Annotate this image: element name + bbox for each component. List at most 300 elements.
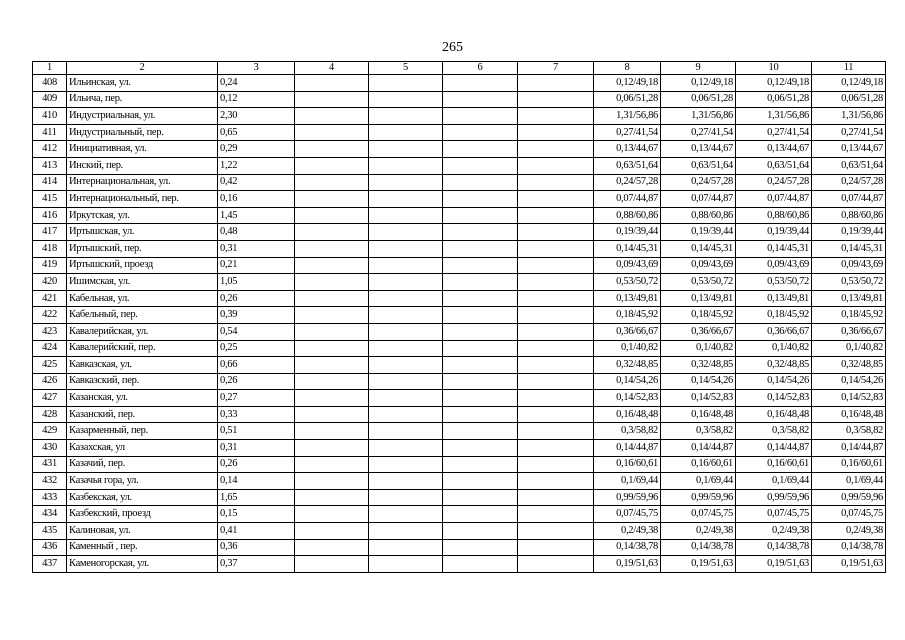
table-row [33,207,886,224]
value-cell-8: 0,19/39,44 [594,224,661,241]
length-cell: 0,16 [218,191,295,208]
empty-cell-6 [443,423,518,440]
value-cell-9: 0,13/44,67 [661,141,736,158]
empty-cell-7 [518,141,594,158]
empty-cell-4 [295,423,369,440]
row-number-cell: 417 [33,224,67,241]
value-cell-9: 0,2/49,38 [661,523,736,540]
row-number-cell: 424 [33,340,67,357]
empty-cell-7 [518,290,594,307]
length-cell: 0,51 [218,423,295,440]
value-cell-8: 0,07/44,87 [594,191,661,208]
value-cell-8: 0,06/51,28 [594,91,661,108]
empty-cell-6 [443,240,518,257]
street-name-cell: Инициативная, ул. [67,141,218,158]
empty-cell-4 [295,174,369,191]
value-cell-8: 0,12/49,18 [594,75,661,92]
streets-table [32,61,886,573]
value-cell-9: 0,19/39,44 [661,224,736,241]
street-name-cell: Казачий, пер. [67,456,218,473]
row-number-cell: 423 [33,323,67,340]
empty-cell-6 [443,141,518,158]
table-row [33,141,886,158]
empty-cell-5 [369,556,443,573]
value-cell-9: 0,12/49,18 [661,75,736,92]
value-cell-8: 0,14/45,31 [594,240,661,257]
street-name-cell: Иркутская, ул. [67,207,218,224]
column-header: 1 [33,62,67,75]
length-cell: 2,30 [218,108,295,125]
length-cell: 0,12 [218,91,295,108]
street-name-cell: Интернациональный, пер. [67,191,218,208]
empty-cell-4 [295,257,369,274]
table-row [33,257,886,274]
value-cell-10: 0,12/49,18 [736,75,812,92]
empty-cell-6 [443,489,518,506]
row-number-cell: 419 [33,257,67,274]
empty-cell-6 [443,390,518,407]
empty-cell-5 [369,224,443,241]
value-cell-9: 0,88/60,86 [661,207,736,224]
length-cell: 0,41 [218,523,295,540]
value-cell-8: 0,63/51,64 [594,157,661,174]
value-cell-9: 0,63/51,64 [661,157,736,174]
empty-cell-6 [443,75,518,92]
street-name-cell: Кабельный, пер. [67,307,218,324]
empty-cell-4 [295,91,369,108]
empty-cell-6 [443,257,518,274]
length-cell: 0,14 [218,473,295,490]
empty-cell-6 [443,506,518,523]
value-cell-8: 0,2/49,38 [594,523,661,540]
value-cell-8: 0,07/45,75 [594,506,661,523]
empty-cell-7 [518,108,594,125]
street-name-cell: Казбекская, ул. [67,489,218,506]
value-cell-8: 0,53/50,72 [594,274,661,291]
table-row [33,340,886,357]
value-cell-8: 0,1/40,82 [594,340,661,357]
empty-cell-4 [295,224,369,241]
empty-cell-6 [443,124,518,141]
empty-cell-4 [295,191,369,208]
value-cell-10: 0,36/66,67 [736,323,812,340]
street-name-cell: Калиновая, ул. [67,523,218,540]
value-cell-9: 0,36/66,67 [661,323,736,340]
row-number-cell: 431 [33,456,67,473]
value-cell-9: 0,14/45,31 [661,240,736,257]
table-row [33,373,886,390]
empty-cell-5 [369,373,443,390]
value-cell-10: 0,14/52,83 [736,390,812,407]
empty-cell-7 [518,274,594,291]
value-cell-10: 0,2/49,38 [736,523,812,540]
length-cell: 0,66 [218,357,295,374]
value-cell-8: 0,3/58,82 [594,423,661,440]
empty-cell-5 [369,307,443,324]
value-cell-10: 0,19/51,63 [736,556,812,573]
empty-cell-6 [443,556,518,573]
street-name-cell: Казачья гора, ул. [67,473,218,490]
row-number-cell: 409 [33,91,67,108]
table-row [33,124,886,141]
empty-cell-7 [518,506,594,523]
table-row [33,174,886,191]
empty-cell-4 [295,75,369,92]
value-cell-8: 0,19/51,63 [594,556,661,573]
value-cell-11: 0,14/45,31 [812,240,886,257]
empty-cell-4 [295,373,369,390]
empty-cell-4 [295,406,369,423]
street-name-cell: Кавалерийский, пер. [67,340,218,357]
value-cell-10: 1,31/56,86 [736,108,812,125]
empty-cell-6 [443,191,518,208]
empty-cell-4 [295,340,369,357]
empty-cell-4 [295,390,369,407]
value-cell-8: 0,1/69,44 [594,473,661,490]
value-cell-8: 0,13/49,81 [594,290,661,307]
empty-cell-6 [443,473,518,490]
empty-cell-7 [518,373,594,390]
value-cell-9: 0,1/69,44 [661,473,736,490]
empty-cell-6 [443,174,518,191]
value-cell-9: 0,3/58,82 [661,423,736,440]
empty-cell-5 [369,75,443,92]
empty-cell-6 [443,406,518,423]
value-cell-11: 1,31/56,86 [812,108,886,125]
empty-cell-7 [518,257,594,274]
empty-cell-5 [369,157,443,174]
length-cell: 1,05 [218,274,295,291]
value-cell-10: 0,32/48,85 [736,357,812,374]
street-name-cell: Казарменный, пер. [67,423,218,440]
empty-cell-6 [443,523,518,540]
street-name-cell: Кавказский, пер. [67,373,218,390]
value-cell-10: 0,99/59,96 [736,489,812,506]
value-cell-8: 0,36/66,67 [594,323,661,340]
column-header: 6 [443,62,518,75]
value-cell-11: 0,14/54,26 [812,373,886,390]
value-cell-10: 0,13/44,67 [736,141,812,158]
row-number-cell: 432 [33,473,67,490]
length-cell: 0,26 [218,456,295,473]
row-number-cell: 416 [33,207,67,224]
empty-cell-7 [518,523,594,540]
empty-cell-6 [443,373,518,390]
empty-cell-4 [295,207,369,224]
empty-cell-6 [443,307,518,324]
length-cell: 0,31 [218,240,295,257]
value-cell-11: 0,88/60,86 [812,207,886,224]
value-cell-11: 0,13/44,67 [812,141,886,158]
empty-cell-5 [369,523,443,540]
empty-cell-6 [443,207,518,224]
value-cell-10: 0,07/44,87 [736,191,812,208]
empty-cell-4 [295,357,369,374]
street-name-cell: Индустриальный, пер. [67,124,218,141]
street-name-cell: Казанский, пер. [67,406,218,423]
row-number-cell: 414 [33,174,67,191]
column-header: 9 [661,62,736,75]
value-cell-11: 0,16/48,48 [812,406,886,423]
street-name-cell: Каменный , пер. [67,539,218,556]
empty-cell-5 [369,323,443,340]
empty-cell-6 [443,91,518,108]
row-number-cell: 408 [33,75,67,92]
row-number-cell: 420 [33,274,67,291]
row-number-cell: 425 [33,357,67,374]
table-row [33,274,886,291]
value-cell-10: 0,07/45,75 [736,506,812,523]
empty-cell-6 [443,340,518,357]
empty-cell-4 [295,290,369,307]
row-number-cell: 428 [33,406,67,423]
value-cell-11: 0,19/51,63 [812,556,886,573]
empty-cell-6 [443,539,518,556]
empty-cell-5 [369,290,443,307]
empty-cell-7 [518,440,594,457]
empty-cell-6 [443,456,518,473]
value-cell-11: 0,14/44,87 [812,440,886,457]
empty-cell-5 [369,141,443,158]
street-name-cell: Кавалерийская, ул. [67,323,218,340]
empty-cell-4 [295,506,369,523]
empty-cell-6 [443,357,518,374]
value-cell-10: 0,18/45,92 [736,307,812,324]
value-cell-10: 0,09/43,69 [736,257,812,274]
empty-cell-6 [443,157,518,174]
empty-cell-4 [295,539,369,556]
value-cell-9: 0,18/45,92 [661,307,736,324]
column-header: 2 [67,62,218,75]
value-cell-8: 0,14/54,26 [594,373,661,390]
table-row [33,108,886,125]
empty-cell-4 [295,489,369,506]
empty-cell-4 [295,124,369,141]
empty-cell-7 [518,357,594,374]
value-cell-8: 0,32/48,85 [594,357,661,374]
value-cell-11: 0,53/50,72 [812,274,886,291]
column-header: 10 [736,62,812,75]
table-row [33,489,886,506]
length-cell: 0,21 [218,257,295,274]
empty-cell-7 [518,75,594,92]
value-cell-8: 0,14/52,83 [594,390,661,407]
empty-cell-7 [518,556,594,573]
value-cell-8: 0,18/45,92 [594,307,661,324]
row-number-cell: 410 [33,108,67,125]
table-row [33,423,886,440]
column-header: 3 [218,62,295,75]
value-cell-10: 0,13/49,81 [736,290,812,307]
value-cell-9: 0,53/50,72 [661,274,736,291]
value-cell-11: 0,14/52,83 [812,390,886,407]
row-number-cell: 415 [33,191,67,208]
row-number-cell: 422 [33,307,67,324]
empty-cell-6 [443,224,518,241]
value-cell-10: 0,88/60,86 [736,207,812,224]
empty-cell-7 [518,323,594,340]
value-cell-11: 0,63/51,64 [812,157,886,174]
empty-cell-4 [295,307,369,324]
length-cell: 0,26 [218,290,295,307]
value-cell-10: 0,3/58,82 [736,423,812,440]
value-cell-10: 0,63/51,64 [736,157,812,174]
value-cell-9: 0,1/40,82 [661,340,736,357]
value-cell-8: 0,99/59,96 [594,489,661,506]
value-cell-8: 0,16/60,61 [594,456,661,473]
empty-cell-5 [369,340,443,357]
empty-cell-5 [369,174,443,191]
column-header: 11 [812,62,886,75]
empty-cell-4 [295,440,369,457]
length-cell: 0,15 [218,506,295,523]
empty-cell-6 [443,274,518,291]
value-cell-9: 0,27/41,54 [661,124,736,141]
value-cell-10: 0,24/57,28 [736,174,812,191]
row-number-cell: 435 [33,523,67,540]
empty-cell-5 [369,390,443,407]
page-number: 265 [442,40,463,55]
row-number-cell: 437 [33,556,67,573]
table-row [33,406,886,423]
value-cell-11: 0,12/49,18 [812,75,886,92]
table-row [33,390,886,407]
empty-cell-5 [369,423,443,440]
empty-cell-5 [369,207,443,224]
value-cell-9: 1,31/56,86 [661,108,736,125]
value-cell-9: 0,07/45,75 [661,506,736,523]
empty-cell-7 [518,224,594,241]
table-row [33,357,886,374]
table-row [33,224,886,241]
value-cell-10: 0,1/40,82 [736,340,812,357]
empty-cell-5 [369,489,443,506]
length-cell: 1,65 [218,489,295,506]
empty-cell-7 [518,539,594,556]
table-row [33,506,886,523]
value-cell-11: 0,3/58,82 [812,423,886,440]
value-cell-8: 0,14/38,78 [594,539,661,556]
value-cell-11: 0,06/51,28 [812,91,886,108]
column-header-row [33,62,886,75]
value-cell-10: 0,16/60,61 [736,456,812,473]
value-cell-8: 0,88/60,86 [594,207,661,224]
row-number-cell: 421 [33,290,67,307]
value-cell-10: 0,14/38,78 [736,539,812,556]
empty-cell-7 [518,406,594,423]
value-cell-11: 0,1/69,44 [812,473,886,490]
table-row [33,456,886,473]
empty-cell-7 [518,340,594,357]
empty-cell-5 [369,191,443,208]
empty-cell-5 [369,124,443,141]
length-cell: 0,42 [218,174,295,191]
value-cell-11: 0,13/49,81 [812,290,886,307]
value-cell-9: 0,16/60,61 [661,456,736,473]
table-row [33,191,886,208]
street-name-cell: Иртышский, пер. [67,240,218,257]
value-cell-8: 1,31/56,86 [594,108,661,125]
value-cell-11: 0,36/66,67 [812,323,886,340]
street-name-cell: Казанская, ул. [67,390,218,407]
empty-cell-5 [369,91,443,108]
value-cell-11: 0,1/40,82 [812,340,886,357]
value-cell-8: 0,09/43,69 [594,257,661,274]
value-cell-10: 0,14/45,31 [736,240,812,257]
street-name-cell: Казбекский, проезд [67,506,218,523]
empty-cell-4 [295,323,369,340]
table-row [33,440,886,457]
empty-cell-5 [369,108,443,125]
empty-cell-7 [518,124,594,141]
street-name-cell: Кавказская, ул. [67,357,218,374]
value-cell-11: 0,32/48,85 [812,357,886,374]
empty-cell-4 [295,157,369,174]
length-cell: 0,37 [218,556,295,573]
value-cell-11: 0,19/39,44 [812,224,886,241]
empty-cell-5 [369,473,443,490]
length-cell: 0,24 [218,75,295,92]
table-row [33,307,886,324]
row-number-cell: 412 [33,141,67,158]
value-cell-9: 0,14/44,87 [661,440,736,457]
street-name-cell: Интернациональная, ул. [67,174,218,191]
value-cell-10: 0,27/41,54 [736,124,812,141]
value-cell-10: 0,1/69,44 [736,473,812,490]
street-name-cell: Ильинская, ул. [67,75,218,92]
length-cell: 0,31 [218,440,295,457]
empty-cell-7 [518,307,594,324]
row-number-cell: 434 [33,506,67,523]
empty-cell-5 [369,506,443,523]
column-header: 4 [295,62,369,75]
empty-cell-4 [295,556,369,573]
table-row [33,290,886,307]
value-cell-11: 0,07/45,75 [812,506,886,523]
value-cell-8: 0,13/44,67 [594,141,661,158]
empty-cell-4 [295,240,369,257]
empty-cell-7 [518,473,594,490]
value-cell-9: 0,99/59,96 [661,489,736,506]
value-cell-10: 0,16/48,48 [736,406,812,423]
empty-cell-5 [369,456,443,473]
empty-cell-5 [369,406,443,423]
value-cell-9: 0,09/43,69 [661,257,736,274]
empty-cell-5 [369,539,443,556]
street-name-cell: Каменогорская, ул. [67,556,218,573]
value-cell-9: 0,06/51,28 [661,91,736,108]
street-name-cell: Ишимская, ул. [67,274,218,291]
value-cell-9: 0,07/44,87 [661,191,736,208]
length-cell: 0,27 [218,390,295,407]
table-row [33,240,886,257]
value-cell-9: 0,14/52,83 [661,390,736,407]
row-number-cell: 411 [33,124,67,141]
value-cell-9: 0,32/48,85 [661,357,736,374]
value-cell-8: 0,27/41,54 [594,124,661,141]
value-cell-8: 0,24/57,28 [594,174,661,191]
empty-cell-4 [295,274,369,291]
length-cell: 0,29 [218,141,295,158]
value-cell-8: 0,14/44,87 [594,440,661,457]
empty-cell-7 [518,174,594,191]
value-cell-9: 0,13/49,81 [661,290,736,307]
length-cell: 0,25 [218,340,295,357]
table-row [33,157,886,174]
row-number-cell: 429 [33,423,67,440]
length-cell: 0,26 [218,373,295,390]
length-cell: 0,54 [218,323,295,340]
